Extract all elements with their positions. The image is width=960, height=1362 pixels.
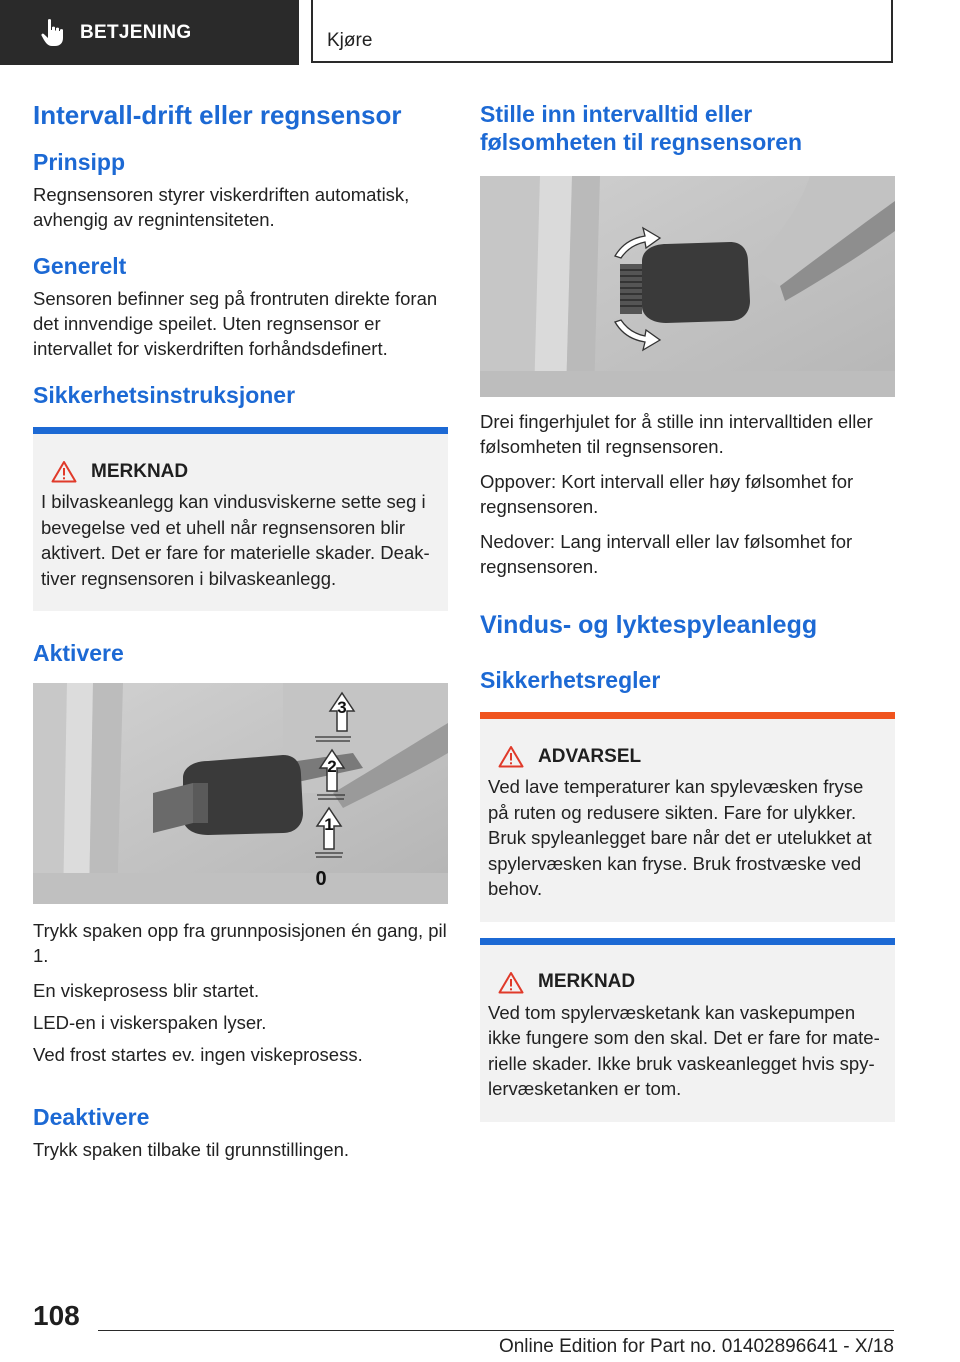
warning-text: Ved lave temperaturer kan spylevæsken fryse på ruten og redusere sikten. Fare for ulykker. Bruk spyleanlegget bare når det er utelukket at spylervæsken kan fryse. Bruk frostvæske ved behov. — [488, 776, 872, 899]
footer-divider — [98, 1330, 894, 1331]
washer-heading: Vindus- og lyktespyleanlegg — [480, 611, 818, 639]
thumbwheel-text: Drei fingerhjulet for å stille inn intervalltiden eller følsomheten til regnsensoren. — [480, 411, 873, 457]
general-heading: Generelt — [33, 253, 127, 279]
deactivate-text: Trykk spaken tilbake til grunnstillingen. — [33, 1139, 350, 1160]
page-number: 108 — [33, 1300, 80, 1331]
activate-text-3: LED-en i viskerspaken lyser. — [33, 1012, 267, 1033]
principle-text: Regnsensoren styrer viskerdriften automatisk, avhengig av regnintensiteten. — [33, 184, 410, 230]
hand-pointer-icon — [40, 18, 66, 48]
thumbwheel-illustration — [480, 176, 895, 397]
left-column — [33, 100, 448, 1172]
rules-heading: Sikkerhetsregler — [480, 667, 661, 693]
notice-text: I bilvaskeanlegg kan vindusviskerne sette seg i bevegelse ved et uhell når regnsensoren blir aktivert. Det er fare for materielle skader. Deak-tiver regnsensoren i bilvaskeanlegg. — [41, 491, 430, 589]
right-column — [480, 100, 895, 1122]
chapter-tab — [311, 0, 893, 63]
principle-heading: Prinsipp — [33, 149, 126, 175]
deactivate-heading: Deaktivere — [33, 1104, 150, 1130]
safety-heading: Sikkerhetsinstruksjoner — [33, 382, 296, 408]
warning-triangle-icon — [498, 745, 524, 768]
notice-box — [33, 427, 448, 611]
activate-heading: Aktivere — [33, 640, 124, 666]
chapter-label: Kjøre — [327, 30, 373, 51]
activate-text-2: En viskeprosess blir startet. — [33, 980, 260, 1001]
wiper-stalk-illustration — [33, 683, 448, 904]
thumbwheel-image — [480, 176, 895, 397]
activate-text-4: Ved frost startes ev. ingen viskeprosess. — [33, 1044, 363, 1065]
notice2-label: MERKNAD — [538, 971, 636, 992]
up-text: Oppover: Kort intervall eller høy følsomhet for regnsensoren. — [480, 471, 854, 517]
notice-box-2 — [480, 938, 895, 1122]
interval-heading: Stille inn intervalltid eller følsomheten til regnsensoren — [480, 101, 803, 155]
edition-text: Online Edition for Part no. 01402896641 - X/18 — [498, 1336, 894, 1357]
general-text: Sensoren befinner seg på frontruten direkte foran det innvendige speilet. Uten regnsensor er intervallet for viskerdriften forhåndsdefinert. — [33, 288, 438, 359]
notice2-text: Ved tom spylervæsketank kan vaskepumpen ikke fungere som den skal. Det er fare for mate-rielle skader. Ikke bruk vaskeanlegget hvis spy-lervæsketanken er tom. — [488, 1001, 880, 1099]
section-tab — [0, 0, 299, 65]
arrow-label-2: 2 — [327, 757, 337, 776]
wiper-stalk-activate-image — [33, 683, 448, 904]
arrow-label-3: 3 — [337, 698, 347, 717]
warning-triangle-icon — [498, 971, 524, 994]
section-label: BETJENING — [80, 21, 192, 43]
warning-box — [480, 712, 895, 922]
down-text: Nedover: Lang intervall eller lav følsomhet for regnsensoren. — [480, 531, 853, 577]
page-title: Intervall-drift eller regnsensor — [33, 100, 402, 130]
arrow-label-0: 0 — [315, 868, 327, 890]
warning-triangle-icon — [51, 460, 77, 483]
activate-text-1: Trykk spaken opp fra grunnposisjonen én gang, pil 1. — [33, 920, 447, 966]
warning-label: ADVARSEL — [538, 745, 642, 767]
notice-label: MERKNAD — [91, 460, 189, 482]
arrow-label-1: 1 — [324, 815, 334, 834]
